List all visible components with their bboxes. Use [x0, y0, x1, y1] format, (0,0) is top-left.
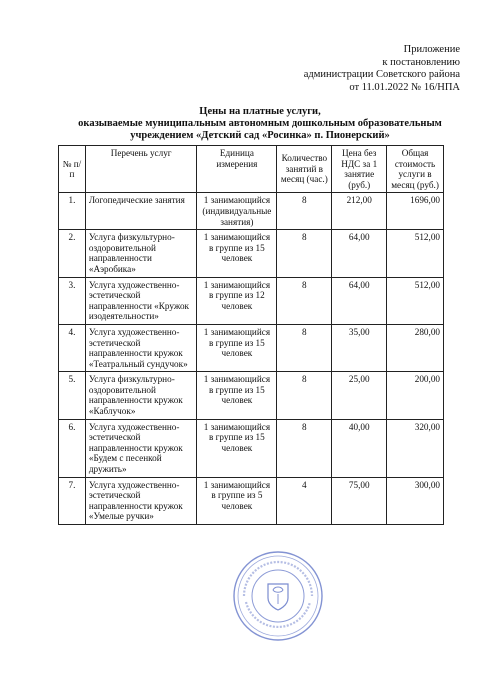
cell-service: Услуга художественно-эстетической направленности кружок «Будем с песенкой дружить»	[85, 419, 197, 477]
document-header	[304, 44, 460, 94]
cell-service: Услуга художественно-эстетической направленности «Кружок изодеятельности»	[85, 277, 197, 324]
header-appendix: Приложение	[403, 44, 460, 55]
cell-qty: 8	[277, 372, 332, 419]
cell-num: 1.	[59, 193, 86, 230]
table-row	[59, 419, 444, 477]
header-qty: Количество занятий в месяц (час.)	[277, 146, 332, 193]
header-date-number: от 11.01.2022 № 16/НПА	[349, 81, 460, 93]
title-line-3: учреждением «Детский сад «Росинка» п. Пионерский»	[130, 130, 390, 141]
cell-qty: 8	[277, 419, 332, 477]
cell-num: 2.	[59, 230, 86, 277]
cell-total: 512,00	[387, 230, 444, 277]
table-row	[59, 193, 444, 230]
cell-service: Логопедические занятия	[85, 193, 197, 230]
table-row	[59, 277, 444, 324]
table-row	[59, 372, 444, 419]
cell-price: 64,00	[332, 277, 387, 324]
cell-price: 64,00	[332, 230, 387, 277]
cell-service: Услуга физкультурно-оздоровительной направленности кружок «Каблучок»	[85, 372, 197, 419]
cell-price: 35,00	[332, 324, 387, 371]
cell-unit: 1 занимающийся в группе из 5 человек	[197, 477, 277, 524]
price-table	[58, 145, 444, 525]
cell-price: 75,00	[332, 477, 387, 524]
cell-num: 7.	[59, 477, 86, 524]
table-row	[59, 230, 444, 277]
cell-price: 40,00	[332, 419, 387, 477]
header-service: Перечень услуг	[85, 146, 197, 193]
cell-unit: 1 занимающийся в группе из 15 человек	[197, 419, 277, 477]
cell-service: Услуга физкультурно-оздоровительной направленности «Аэробика»	[85, 230, 197, 277]
cell-total: 280,00	[387, 324, 444, 371]
cell-num: 3.	[59, 277, 86, 324]
table-row	[59, 477, 444, 524]
document-title	[60, 106, 460, 142]
header-price: Цена без НДС за 1 занятие (руб.)	[332, 146, 387, 193]
official-stamp	[232, 550, 324, 642]
table-row	[59, 324, 444, 371]
cell-qty: 8	[277, 277, 332, 324]
cell-num: 5.	[59, 372, 86, 419]
cell-price: 25,00	[332, 372, 387, 419]
cell-price: 212,00	[332, 193, 387, 230]
cell-qty: 8	[277, 193, 332, 230]
header-resolution: к постановлению	[382, 56, 460, 68]
header-num: № п/п	[59, 146, 86, 193]
cell-qty: 8	[277, 230, 332, 277]
cell-service: Услуга художественно-эстетической направленности кружок «Умелые ручки»	[85, 477, 197, 524]
cell-unit: 1 занимающийся в группе из 15 человек	[197, 230, 277, 277]
cell-num: 6.	[59, 419, 86, 477]
cell-total: 512,00	[387, 277, 444, 324]
title-line-2: оказываемые муниципальным автономным дошкольным образовательным	[78, 118, 442, 129]
cell-total: 200,00	[387, 372, 444, 419]
header-unit: Единица измерения	[197, 146, 277, 193]
cell-unit: 1 занимающийся в группе из 15 человек	[197, 372, 277, 419]
cell-num: 4.	[59, 324, 86, 371]
header-administration: администрации Советского района	[303, 69, 460, 80]
cell-total: 1696,00	[387, 193, 444, 230]
cell-total: 320,00	[387, 419, 444, 477]
cell-total: 300,00	[387, 477, 444, 524]
cell-unit: 1 занимающийся в группе из 15 человек	[197, 324, 277, 371]
table-body	[59, 193, 444, 525]
table-header-row	[59, 146, 444, 193]
cell-qty: 8	[277, 324, 332, 371]
cell-unit: 1 занимающийся в группе из 12 человек	[197, 277, 277, 324]
cell-service: Услуга художественно-эстетической направленности кружок «Театральный сундучок»	[85, 324, 197, 371]
cell-unit: 1 занимающийся (индивидуальные занятия)	[197, 193, 277, 230]
cell-qty: 4	[277, 477, 332, 524]
title-line-1: Цены на платные услуги,	[199, 106, 321, 117]
header-total: Общая стоимость услуги в месяц (руб.)	[387, 146, 444, 193]
